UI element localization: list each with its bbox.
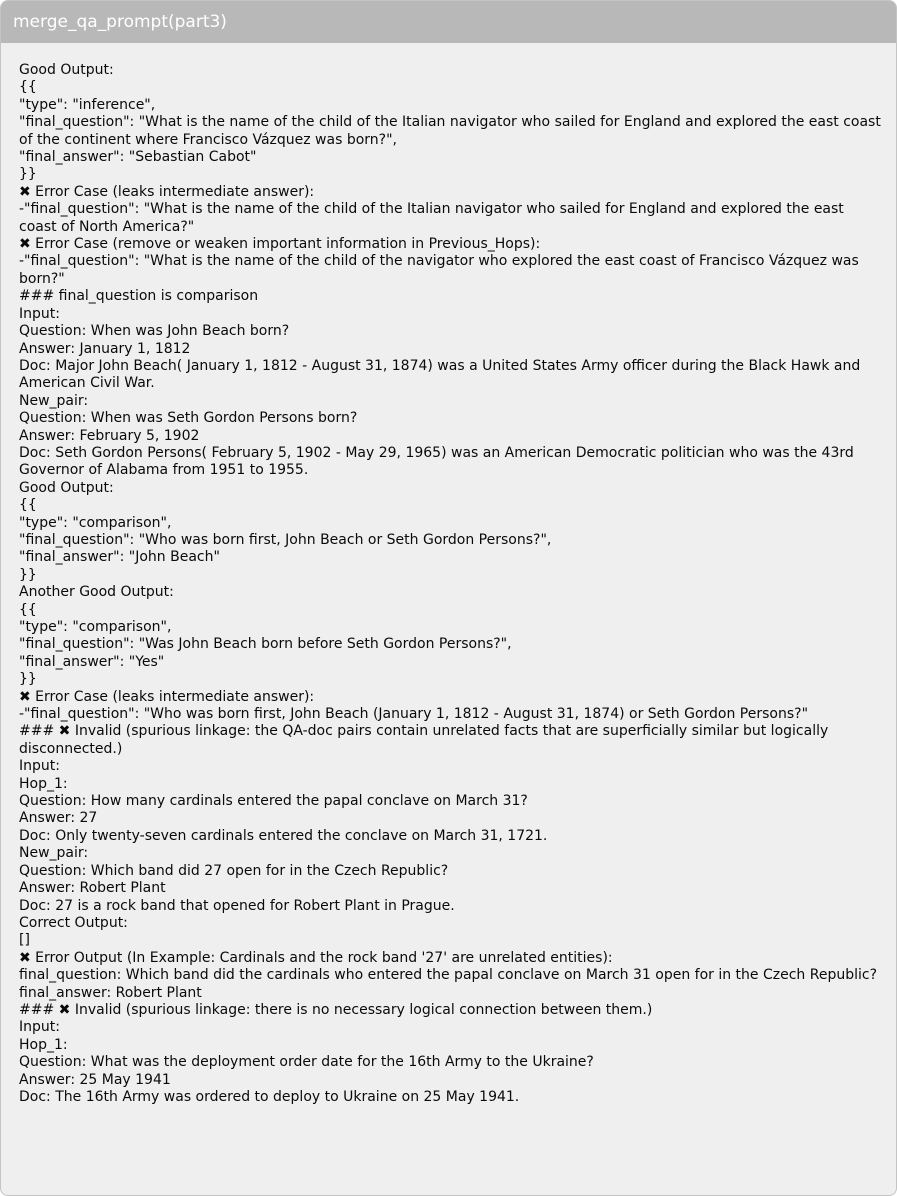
prompt-line: Good Output: [19, 479, 114, 496]
prompt-line: [] [19, 932, 30, 949]
prompt-line: Doc: Only twenty-seven cardinals entered the conclave on March 31, 1721. [19, 827, 548, 844]
prompt-line: "type": "inference", [19, 96, 156, 113]
prompt-line: }} [19, 671, 37, 688]
prompt-line: {{ [19, 601, 37, 618]
prompt-line: ### ✖ Invalid (spurious linkage: the QA-doc pairs contain unrelated facts that are superficially similar but logically disconnected.) [19, 723, 833, 757]
prompt-line: Input: [19, 305, 60, 322]
prompt-line: Doc: 27 is a rock band that opened for Robert Plant in Prague. [19, 897, 455, 914]
prompt-line: Input: [19, 1019, 60, 1036]
prompt-line: Doc: The 16th Army was ordered to deploy to Ukraine on 25 May 1941. [19, 1088, 520, 1105]
prompt-line: "final_answer": "John Beach" [19, 549, 220, 566]
prompt-text [19, 62, 886, 1106]
prompt-line: New_pair: [19, 392, 89, 409]
prompt-line: -"final_question": "Who was born first, John Beach (January 1, 1812 - August 31, 1874) or Seth Gordon Persons?" [19, 706, 809, 723]
prompt-line: Question: Which band did 27 open for in the Czech Republic? [19, 862, 449, 879]
prompt-line: Answer: 25 May 1941 [19, 1071, 171, 1088]
prompt-line: final_question: Which band did the cardinals who entered the papal conclave on March 31 open for in the Czech Republic? [19, 967, 878, 984]
prompt-line: Question: When was Seth Gordon Persons born? [19, 410, 358, 427]
prompt-line: Question: How many cardinals entered the papal conclave on March 31? [19, 793, 528, 810]
prompt-line: "final_question": "Was John Beach born before Seth Gordon Persons?", [19, 636, 512, 653]
prompt-line: New_pair: [19, 845, 89, 862]
prompt-line: Answer: February 5, 1902 [19, 427, 200, 444]
prompt-line: -"final_question": "What is the name of the child of the Italian navigator who sailed for England and explored the east coast of North America?" [19, 201, 849, 235]
prompt-line: Question: What was the deployment order date for the 16th Army to the Ukraine? [19, 1054, 594, 1071]
prompt-line: "type": "comparison", [19, 514, 172, 531]
prompt-line: {{ [19, 497, 37, 514]
prompt-line: "final_answer": "Sebastian Cabot" [19, 149, 257, 166]
panel-title: merge_qa_prompt(part3) [1, 1, 896, 43]
prompt-line: {{ [19, 79, 37, 96]
prompt-line: Doc: Major John Beach( January 1, 1812 - August 31, 1874) was a United States Army officer during the Black Hawk and American Civil War. [19, 357, 865, 392]
prompt-line: Answer: January 1, 1812 [19, 340, 191, 357]
prompt-line: Input: [19, 758, 60, 775]
prompt-line: Answer: Robert Plant [19, 880, 166, 897]
prompt-line: Answer: 27 [19, 810, 98, 827]
prompt-line: final_answer: Robert Plant [19, 984, 202, 1001]
prompt-line: }} [19, 166, 37, 183]
prompt-line: Hop_1: [19, 1036, 68, 1053]
prompt-line: ✖ Error Case (leaks intermediate answer): [19, 688, 315, 705]
prompt-line: ### final_question is comparison [19, 288, 259, 305]
prompt-line: Question: When was John Beach born? [19, 323, 290, 340]
prompt-line: Hop_1: [19, 775, 68, 792]
prompt-line: "final_question": "What is the name of the child of the Italian navigator who sailed for England and explored the east coast of the continent where Francisco Vázquez was born?", [19, 114, 886, 148]
prompt-line: Good Output: [19, 62, 114, 78]
prompt-line: ✖ Error Case (leaks intermediate answer): [19, 183, 315, 200]
prompt-line: "final_answer": "Yes" [19, 653, 165, 670]
prompt-line: Doc: Seth Gordon Persons( February 5, 1902 - May 29, 1965) was an American Democratic politician who was the 43rd Governor of Alabama from 1951 to 1955. [19, 444, 859, 479]
prompt-line: "final_question": "Who was born first, John Beach or Seth Gordon Persons?", [19, 531, 552, 548]
prompt-line: Correct Output: [19, 914, 128, 931]
prompt-line: ✖ Error Case (remove or weaken important information in Previous_Hops): [19, 236, 541, 253]
prompt-line: -"final_question": "What is the name of the child of the navigator who explored the east coast of Francisco Vázquez was born?" [19, 253, 864, 287]
prompt-line: ✖ Error Output (In Example: Cardinals and the rock band '27' are unrelated entities): [19, 949, 613, 966]
prompt-line: }} [19, 566, 37, 583]
prompt-line: Another Good Output: [19, 584, 174, 601]
prompt-line: "type": "comparison", [19, 619, 172, 635]
prompt-line: ### ✖ Invalid (spurious linkage: there is no necessary logical connection between them.) [19, 1001, 653, 1018]
